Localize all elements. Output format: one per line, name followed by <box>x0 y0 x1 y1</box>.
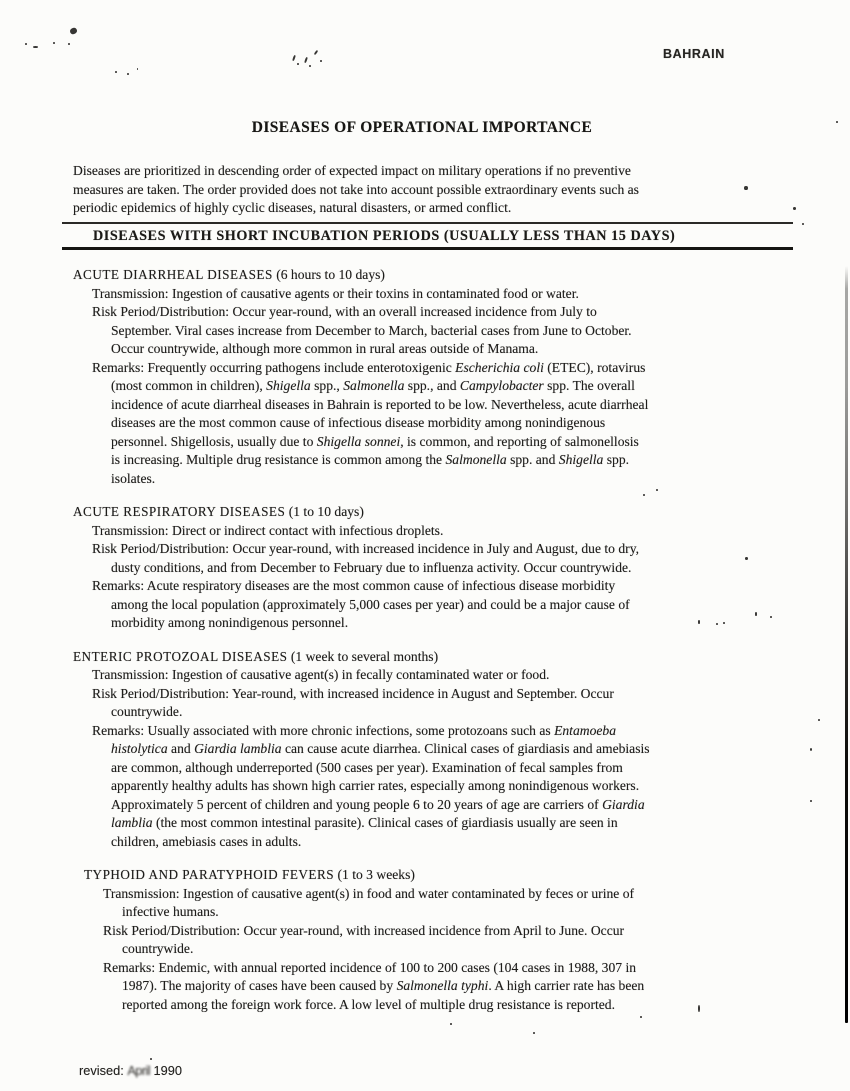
disease-section <box>73 503 793 633</box>
entry-risk-period <box>73 303 793 359</box>
latin-term: Giardia lamblia <box>194 741 282 756</box>
noise-speck <box>53 42 55 44</box>
noise-speck <box>640 1016 642 1018</box>
noise-speck <box>810 748 812 751</box>
text-line: dusty conditions, and from December to February due to influenza activity. Occur countrywide. <box>111 559 632 575</box>
noise-speck <box>716 623 718 625</box>
text-line: countrywide. <box>122 941 194 956</box>
text-line: diseases are the most common cause of infectious disease morbidity among nonindigenous <box>111 415 606 430</box>
latin-term: Shigella <box>558 452 604 467</box>
text-line: are common, although underreported (500 cases per year). Examination of fecal samples from <box>111 759 623 775</box>
entry-risk-period <box>73 540 793 577</box>
intro-paragraph <box>73 162 793 218</box>
text-line: histolytica and Giardia lamblia can cause acute diarrhea. Clinical cases of giardiasis and amebiasis <box>111 741 650 756</box>
entry-remarks <box>84 959 793 1015</box>
text-line: countrywide. <box>111 704 183 719</box>
revision-year: 1990 <box>153 1063 183 1078</box>
text-line: incidence of acute diarrheal diseases in Bahrain is reported to be low. Nevertheless, acute diarrheal <box>111 396 649 412</box>
text-line: Risk Period/Distribution: Year-round, with increased incidence in August and September. Occur <box>92 685 614 701</box>
revision-month: April <box>127 1063 150 1078</box>
text-line: children, amebiasis cases in adults. <box>111 833 302 849</box>
text-line: 1987). The majority of cases have been caused by Salmonella typhi. A high carrier rate has been <box>122 978 645 993</box>
text-line: lamblia (the most common intestinal parasite). Clinical cases of giardiasis usually are seen in <box>111 815 618 830</box>
noise-speck <box>320 60 322 62</box>
disease-section <box>84 866 793 1014</box>
latin-term: lamblia <box>111 815 153 830</box>
disease-section <box>73 266 793 488</box>
incubation-duration: (1 week to several months) <box>287 648 439 664</box>
revision-note <box>79 1063 182 1078</box>
noise-speck <box>818 719 820 721</box>
text-line: Risk Period/Distribution: Occur year-round, with increased incidence in July and August, due to dry, <box>92 541 640 556</box>
noise-speck <box>33 46 38 48</box>
scan-edge-artifact <box>845 266 848 1023</box>
latin-term: Salmonella typhi <box>396 978 489 993</box>
noise-speck <box>793 207 796 210</box>
noise-speck <box>802 223 804 225</box>
incubation-banner-text: DISEASES WITH SHORT INCUBATION PERIODS (USUALLY LESS THAN 15 DAYS) <box>93 227 676 244</box>
text-line: Risk Period/Distribution: Occur year-round, with increased incidence from April to June. Occur <box>103 922 625 938</box>
disease-name: TYPHOID AND PARATYPHOID FEVERS <box>84 867 335 882</box>
text-line: Transmission: Ingestion of causative agent(s) in fecally contaminated water or food. <box>92 667 550 682</box>
incubation-duration: (6 hours to 10 days) <box>272 267 385 282</box>
latin-term: Campylobacter <box>459 378 544 393</box>
entry-risk-period <box>73 685 793 722</box>
noise-speck <box>656 489 658 491</box>
section-heading <box>73 648 793 667</box>
text-line: Occur countrywide, although more common in rural areas outside of Manama. <box>111 341 539 356</box>
text-line: among the local population (approximately 5,000 cases per year) and could be a major cause of <box>111 596 630 612</box>
entry-remarks <box>73 722 793 852</box>
text-line: Risk Period/Distribution: Occur year-round, with an overall increased incidence from July to <box>92 304 597 319</box>
latin-term: Salmonella <box>343 378 405 393</box>
latin-term: Salmonella <box>445 452 507 467</box>
latin-term: Entamoeba <box>554 722 616 738</box>
noise-speck <box>836 121 838 123</box>
incubation-banner <box>62 222 793 251</box>
entry-remarks <box>73 577 793 633</box>
noise-speck <box>810 800 812 802</box>
intro-line: measures are taken. The order provided does not take into account possible extraordinary events such as <box>73 181 639 197</box>
latin-term: Shigella <box>266 378 311 393</box>
disease-name: ACUTE RESPIRATORY DISEASES <box>73 504 286 519</box>
text-line: apparently healthy adults has shown high carrier rates, especially among nonindigenous workers. <box>111 778 640 793</box>
text-line: Remarks: Frequently occurring pathogens include enterotoxigenic Escherichia coli (ETEC), rotavirus <box>92 359 646 375</box>
incubation-duration: (1 to 10 days) <box>285 504 364 519</box>
text-line: Remarks: Acute respiratory diseases are the most common cause of infectious disease morbidity <box>92 578 616 593</box>
noise-speck <box>770 616 772 618</box>
entry-transmission <box>73 285 793 304</box>
latin-term: histolytica <box>111 741 168 756</box>
disease-section <box>73 648 793 852</box>
entry-transmission <box>73 522 793 541</box>
text-line: personnel. Shigellosis, usually due to Shigella sonnei, is common, and reporting of salmonellosis <box>111 433 639 449</box>
text-line: isolates. <box>111 470 156 486</box>
noise-speck <box>755 612 757 616</box>
text-line: is increasing. Multiple drug resistance is common among the Salmonella spp. and Shigella spp. <box>111 452 630 467</box>
text-line: Remarks: Usually associated with more chronic infections, some protozoans such as Entamoeba <box>92 722 616 738</box>
latin-term: Escherichia coli <box>455 359 544 375</box>
noise-speck <box>68 43 70 45</box>
noise-speck <box>297 63 299 65</box>
noise-speck <box>25 43 27 45</box>
noise-speck <box>309 65 311 67</box>
text-line: Approximately 5 percent of children and young people 6 to 20 years of age are carriers of Giardia <box>111 796 645 812</box>
text-line: Transmission: Direct or indirect contact with infectious droplets. <box>92 522 444 538</box>
text-line: Remarks: Endemic, with annual reported incidence of 100 to 200 cases (104 cases in 1988, 307 in <box>103 959 637 975</box>
revision-label: revised: <box>79 1063 124 1078</box>
entry-transmission <box>73 666 793 685</box>
noise-speck <box>450 1023 452 1025</box>
entry-transmission <box>84 885 793 922</box>
noise-speck <box>643 494 645 496</box>
noise-speck <box>698 1005 700 1012</box>
section-heading <box>73 266 793 285</box>
text-line: infective humans. <box>122 904 219 919</box>
latin-term: Giardia <box>602 796 645 812</box>
entry-remarks <box>73 359 793 489</box>
section-heading <box>73 503 793 522</box>
noise-speck <box>150 1058 152 1060</box>
disease-sections <box>73 266 793 1014</box>
text-line: morbidity among nonindigenous personnel. <box>111 615 349 630</box>
noise-speck <box>745 557 748 560</box>
noise-speck <box>698 620 700 624</box>
noise-speck <box>744 186 748 190</box>
intro-line: Diseases are prioritized in descending order of expected impact on military operations if no preventive <box>73 163 631 178</box>
country-header: BAHRAIN <box>663 47 725 61</box>
noise-speck <box>723 622 725 624</box>
noise-speck <box>127 73 129 75</box>
text-line: (most common in children), Shigella spp., Salmonella spp., and Campylobacter spp. The overall <box>111 378 635 393</box>
text-line: Transmission: Ingestion of causative agents or their toxins in contaminated food or water. <box>92 285 579 301</box>
text-line: September. Viral cases increase from December to March, bacterial cases from June to October. <box>111 322 632 338</box>
page-title: DISEASES OF OPERATIONAL IMPORTANCE <box>251 119 593 136</box>
intro-line: periodic epidemics of highly cyclic diseases, natural disasters, or armed conflict. <box>73 200 512 215</box>
latin-term: Shigella sonnei <box>316 433 401 449</box>
incubation-duration: (1 to 3 weeks) <box>334 867 415 882</box>
text-line: Transmission: Ingestion of causative agent(s) in food and water contaminated by feces or urine of <box>103 885 635 901</box>
entry-risk-period <box>84 922 793 959</box>
disease-name: ACUTE DIARRHEAL DISEASES <box>73 267 273 282</box>
noise-speck <box>533 1032 535 1034</box>
disease-name: ENTERIC PROTOZOAL DISEASES <box>73 648 288 664</box>
text-line: reported among the foreign work force. A low level of multiple drug resistance is reported. <box>122 996 615 1012</box>
section-heading <box>84 866 793 885</box>
noise-speck <box>115 71 117 73</box>
